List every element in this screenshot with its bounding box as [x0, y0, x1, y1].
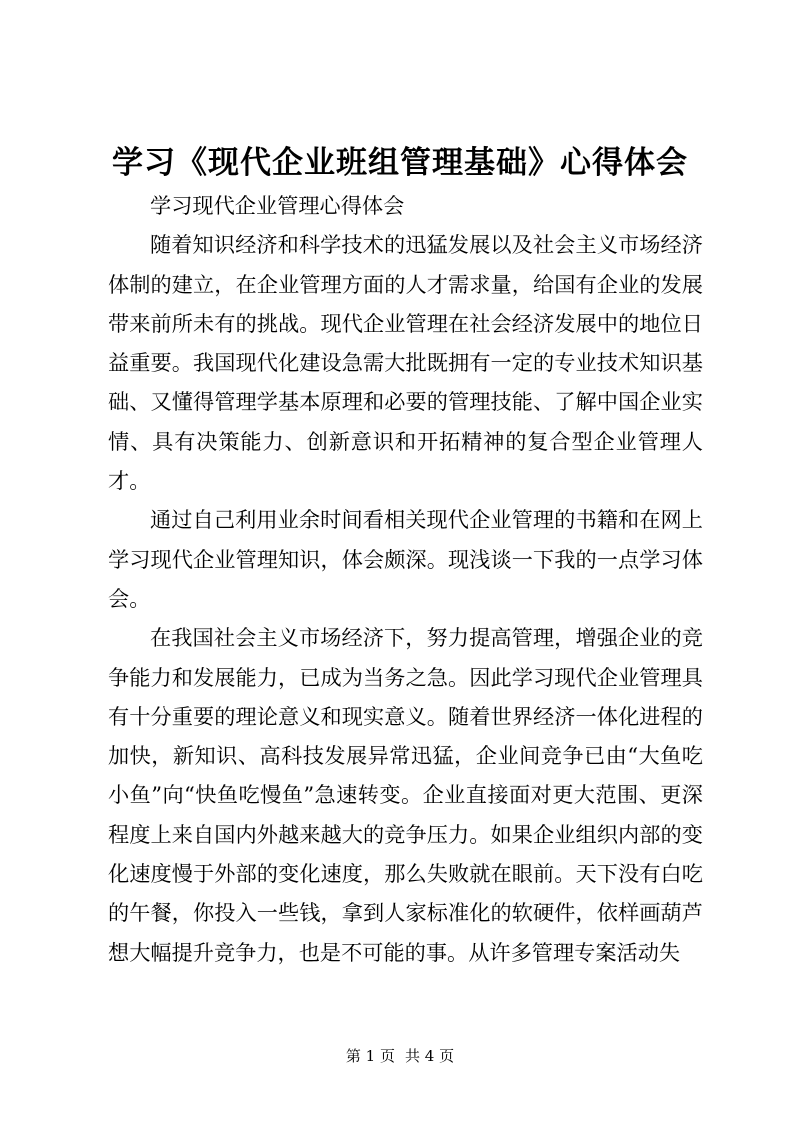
document-subtitle: 学习现代企业管理心得体会 [150, 193, 405, 218]
document-body [108, 186, 703, 972]
document-title: 学习《现代企业班组管理基础》心得体会 [112, 145, 688, 181]
paragraph-2: 通过自己利用业余时间看相关现代企业管理的书籍和在网上学习现代企业管理知识，体会颇深。现浅谈一下我的一点学习体会。 [108, 507, 703, 611]
page-number: 第 1 页 [345, 1047, 395, 1065]
page-total: 共 4 页 [405, 1047, 455, 1065]
paragraph-3: 在我国社会主义市场经济下，努力提高管理，增强企业的竞争能力和发展能力，已成为当务之急。因此学习现代企业管理具有十分重要的理论意义和现实意义。随着世界经济一体化进程的加快，新知识、高科技发展异常迅猛，企业间竞争已由“大鱼吃小鱼”向“快鱼吃慢鱼”急速转变。企业直接面对更大范围、更深程度上来自国内外越来越大的竞争压力。如果企业组织内部的变化速度慢于外部的变化速度，那么失败就在眼前。天下没有白吃的午餐，你投入一些钱，拿到人家标准化的软硬件，依样画葫芦想大幅提升竞争力，也是不可能的事。从许多管理专案活动失 [108, 625, 703, 965]
page-footer [0, 1046, 800, 1066]
paragraph-1: 随着知识经济和科学技术的迅猛发展以及社会主义市场经济体制的建立，在企业管理方面的人才需求量，给国有企业的发展带来前所未有的挑战。现代企业管理在社会经济发展中的地位日益重要。我国现代化建设急需大批既拥有一定的专业技术知识基础、又懂得管理学基本原理和必要的管理技能、了解中国企业实情、具有决策能力、创新意识和开拓精神的复合型企业管理人才。 [108, 232, 703, 494]
